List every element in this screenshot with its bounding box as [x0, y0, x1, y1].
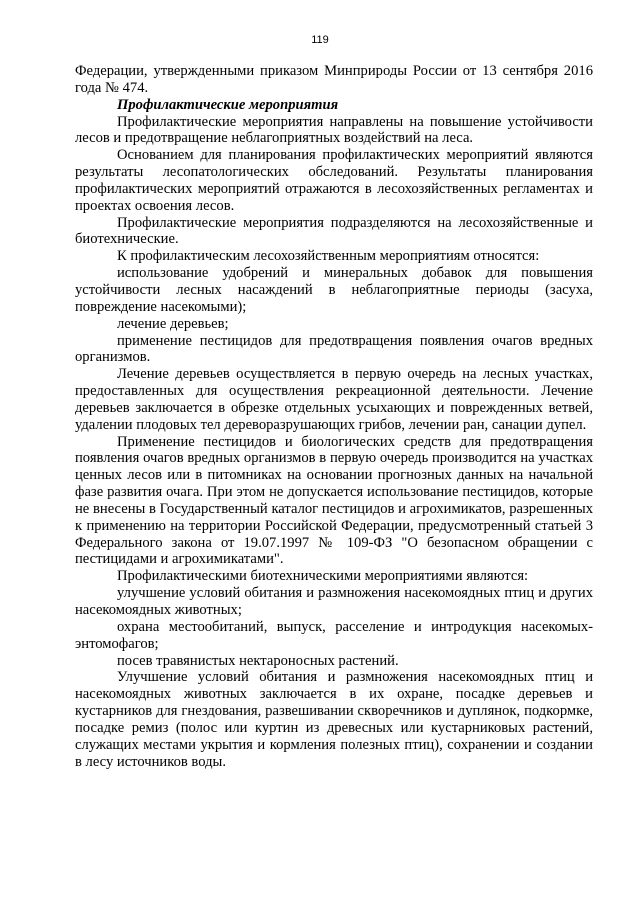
list-item: использование удобрений и минеральных добавок для повышения устойчивости лесных насаждений в неблагоприятные периоды (засуха, повреждение насекомыми);	[75, 265, 593, 315]
section-heading: Профилактические мероприятия	[117, 96, 339, 113]
paragraph: Улучшение условий обитания и размножения насекомоядных птиц и насекомоядных животных заключается в их охране, посадке деревьев и кустарников для гнездования, развешивании скворечников и дуплянок, подкормке, посадке ремиз (полос или куртин из древесных или кустарниковых растений, служащих местами укрытия и кормления полезных птиц), сохранении и создании в лесу источников воды.	[75, 669, 593, 770]
document-body	[75, 63, 593, 770]
page-number: 119	[311, 34, 329, 46]
list-item: лечение деревьев;	[117, 315, 229, 332]
paragraph: Применение пестицидов и биологических средств для предотвращения появления очагов вредных организмов в первую очередь производится на участках ценных лесов или в питомниках на основании прогнозных данных на начальной фазе развития очага. При этом не допускается использование пестицидов, которые не внесены в Государственный каталог пестицидов и агрохимикатов, разрешенных к применению на территории Российской Федерации, предусмотренный статьей 3 Федерального закона от 19.07.1997 № 109-ФЗ "О безопасном обращении с пестицидами и агрохимикатами".	[75, 433, 593, 568]
paragraph-continuation: Федерации, утвержденными приказом Минприроды России от 13 сентября 2016 года № 474.	[75, 63, 593, 96]
list-intro: К профилактическим лесохозяйственным мероприятиям относятся:	[117, 248, 540, 265]
list-item: улучшение условий обитания и размножения насекомоядных птиц и других насекомоядных животных;	[75, 585, 593, 618]
list-item: посев травянистых нектароносных растений.	[117, 652, 399, 669]
paragraph: Профилактические мероприятия подразделяются на лесохозяйственные и биотехнические.	[75, 214, 593, 248]
paragraph: Основанием для планирования профилактических мероприятий являются результаты лесопатологических обследований. Результаты планирования профилактических мероприятий отражаются в лесохозяйственных регламентах и проектах освоения лесов.	[75, 147, 593, 214]
paragraph: Профилактические мероприятия направлены на повышение устойчивости лесов и предотвращение неблагоприятных воздействий на леса.	[75, 113, 593, 147]
list-intro: Профилактическими биотехническими мероприятиями являются:	[117, 568, 529, 585]
list-item: охрана местообитаний, выпуск, расселение и интродукция насекомых-энтомофагов;	[75, 618, 593, 652]
paragraph: Лечение деревьев осуществляется в первую очередь на лесных участках, предоставленных для осуществления рекреационной деятельности. Лечение деревьев заключается в обрезке отдельных усыхающих и поврежденных ветвей, удалении плодовых тел дереворазрушающих грибов, лечении ран, санации дупел.	[75, 366, 593, 433]
list-item: применение пестицидов для предотвращения появления очагов вредных организмов.	[75, 332, 593, 366]
